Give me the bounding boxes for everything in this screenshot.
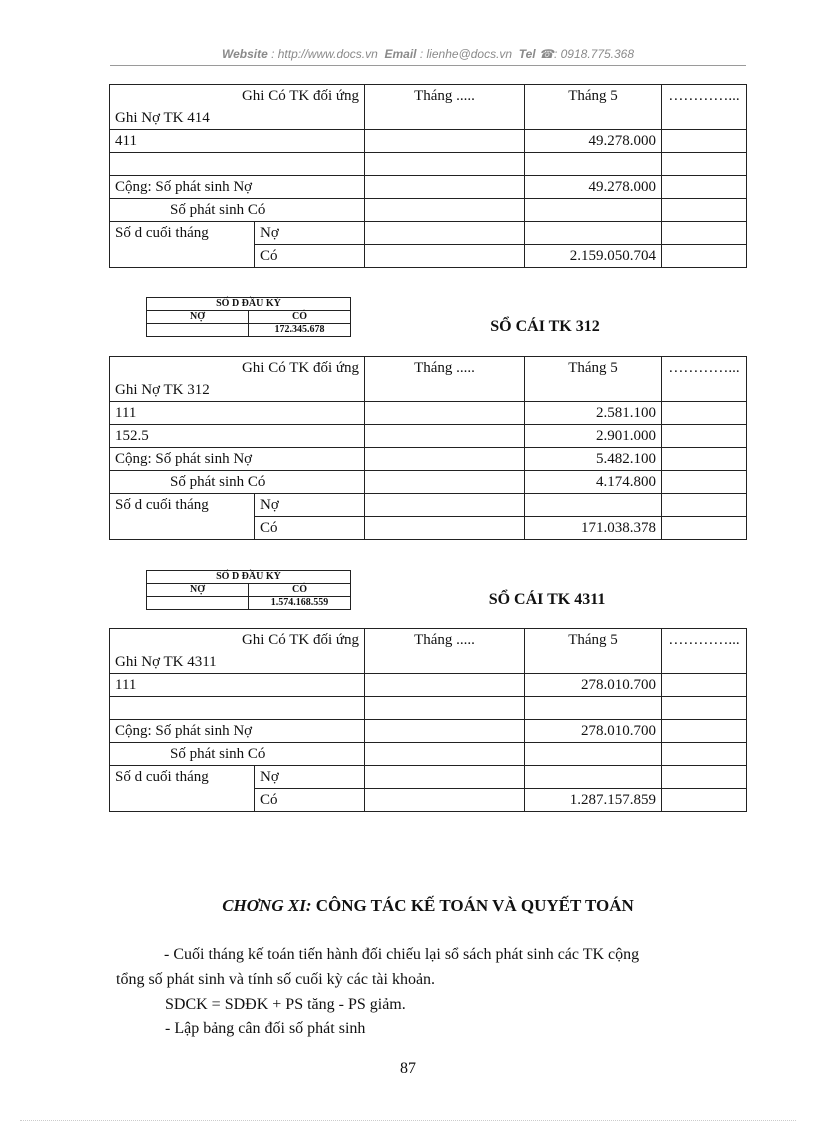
header-divider [110, 65, 746, 66]
ledger-table-4311 [109, 628, 747, 812]
tel-value: : 0918.775.368 [553, 47, 635, 61]
chapter-heading [110, 896, 746, 916]
total-no-row [110, 448, 747, 471]
table-row [110, 402, 747, 425]
balance-no-label: Nợ [255, 222, 365, 245]
balance-co-label: Có [255, 517, 365, 540]
balance-label: Số d cuối tháng [110, 222, 255, 268]
value-cell: 2.901.000 [525, 425, 662, 448]
ledger-table-312 [109, 356, 747, 540]
email-label: Email [384, 47, 417, 61]
paragraph-2: - Lập bảng cân đối số phát sinh [165, 1020, 366, 1037]
month5-header: Tháng 5 [525, 357, 662, 402]
opening-no-label: NỢ [147, 311, 249, 324]
opening-no-value [147, 324, 249, 337]
value-cell: 49.278.000 [525, 130, 662, 153]
opening-no-value [147, 597, 249, 610]
month-blank-header: Tháng ..... [365, 85, 525, 130]
website-value: : http://www.docs.vn [271, 47, 378, 61]
value-cell: 278.010.700 [525, 674, 662, 697]
ghi-no-label: Ghi Nợ TK 312 [115, 382, 210, 398]
total-co-value [525, 199, 662, 222]
balance-no-row [110, 494, 747, 517]
balance-co-value: 1.287.157.859 [525, 789, 662, 812]
header-cell-accounts [110, 85, 365, 130]
account-cell: 111 [110, 674, 365, 697]
total-no-label: Cộng: Số phát sinh Nợ [110, 448, 365, 471]
value-cell [525, 153, 662, 176]
header-cell-accounts [110, 629, 365, 674]
month5-header: Tháng 5 [525, 629, 662, 674]
total-co-label: Số phát sinh Có [110, 199, 365, 222]
total-co-row [110, 471, 747, 494]
ghi-co-label: Ghi Có TK đối ứng [241, 88, 359, 104]
opening-co-label: CÓ [249, 311, 351, 324]
table-row [110, 674, 747, 697]
opening-co-value: 1.574.168.559 [249, 597, 351, 610]
account-cell: 152.5 [110, 425, 365, 448]
formula-line: SDCK = SDĐK + PS tăng - PS giảm. [165, 996, 406, 1013]
total-no-label: Cộng: Số phát sinh Nợ [110, 176, 365, 199]
table-row [110, 130, 747, 153]
value-cell: 2.581.100 [525, 402, 662, 425]
account-cell [110, 153, 365, 176]
balance-no-row [110, 222, 747, 245]
dots-header: …………... [662, 357, 747, 402]
ledger-table-414 [109, 84, 747, 268]
chapter-title: CÔNG TÁC KẾ TOÁN VÀ QUYẾT TOÁN [315, 896, 634, 915]
month-blank-header: Tháng ..... [365, 629, 525, 674]
page-number: 87 [400, 1060, 416, 1077]
total-no-value: 5.482.100 [525, 448, 662, 471]
total-co-row [110, 743, 747, 766]
tel-label: Tel [518, 47, 536, 61]
opening-balance-312 [146, 297, 351, 337]
ghi-no-label: Ghi Nợ TK 4311 [115, 654, 217, 670]
phone-icon: ☎ [539, 47, 554, 61]
opening-title: SỐ D ĐẦU KỲ [147, 571, 351, 584]
opening-balance-4311 [146, 570, 351, 610]
ghi-co-label: Ghi Có TK đối ứng [241, 632, 359, 648]
table-row [110, 153, 747, 176]
total-co-row [110, 199, 747, 222]
total-co-label: Số phát sinh Có [110, 471, 365, 494]
page-header [110, 47, 746, 61]
total-no-value: 49.278.000 [525, 176, 662, 199]
balance-no-label: Nợ [255, 766, 365, 789]
account-cell: 111 [110, 402, 365, 425]
balance-label: Số d cuối tháng [110, 766, 255, 812]
balance-co-value: 2.159.050.704 [525, 245, 662, 268]
value-cell [525, 697, 662, 720]
paragraph-1-line-2: tổng số phát sinh và tính số cuối kỳ các tài khoản. [116, 971, 436, 988]
dots-header: …………... [662, 629, 747, 674]
balance-label: Số d cuối tháng [110, 494, 255, 540]
opening-no-label: NỢ [147, 584, 249, 597]
opening-co-value: 172.345.678 [249, 324, 351, 337]
ghi-co-label: Ghi Có TK đối ứng [241, 360, 359, 376]
balance-no-value [525, 222, 662, 245]
opening-co-label: CÓ [249, 584, 351, 597]
balance-no-value [525, 494, 662, 517]
ledger-title-4311: SỔ CÁI TK 4311 [488, 591, 606, 608]
balance-co-label: Có [255, 789, 365, 812]
email-value: : lienhe@docs.vn [419, 47, 513, 61]
table-row [110, 697, 747, 720]
total-no-row [110, 176, 747, 199]
opening-title: SỐ D ĐẦU KỲ [147, 298, 351, 311]
total-co-value [525, 743, 662, 766]
header-cell-accounts [110, 357, 365, 402]
account-cell: 411 [110, 130, 365, 153]
total-co-value: 4.174.800 [525, 471, 662, 494]
ghi-no-label: Ghi Nợ TK 414 [115, 110, 210, 126]
total-no-value: 278.010.700 [525, 720, 662, 743]
balance-no-value [525, 766, 662, 789]
table-row [110, 425, 747, 448]
ledger-title-312: SỔ CÁI TK 312 [490, 318, 600, 335]
footer-divider [20, 1120, 796, 1121]
balance-co-value: 171.038.378 [525, 517, 662, 540]
website-label: Website [221, 47, 268, 61]
balance-co-label: Có [255, 245, 365, 268]
total-no-row [110, 720, 747, 743]
balance-no-label: Nợ [255, 494, 365, 517]
dots-header: …………... [662, 85, 747, 130]
account-cell [110, 697, 365, 720]
total-no-label: Cộng: Số phát sinh Nợ [110, 720, 365, 743]
balance-no-row [110, 766, 747, 789]
chapter-prefix: CHƠNG XI: [222, 896, 312, 915]
month5-header: Tháng 5 [525, 85, 662, 130]
month-blank-header: Tháng ..... [365, 357, 525, 402]
total-co-label: Số phát sinh Có [110, 743, 365, 766]
paragraph-1-line-1: - Cuối tháng kế toán tiến hành đối chiếu lại sổ sách phát sinh các TK cộng [164, 946, 640, 963]
